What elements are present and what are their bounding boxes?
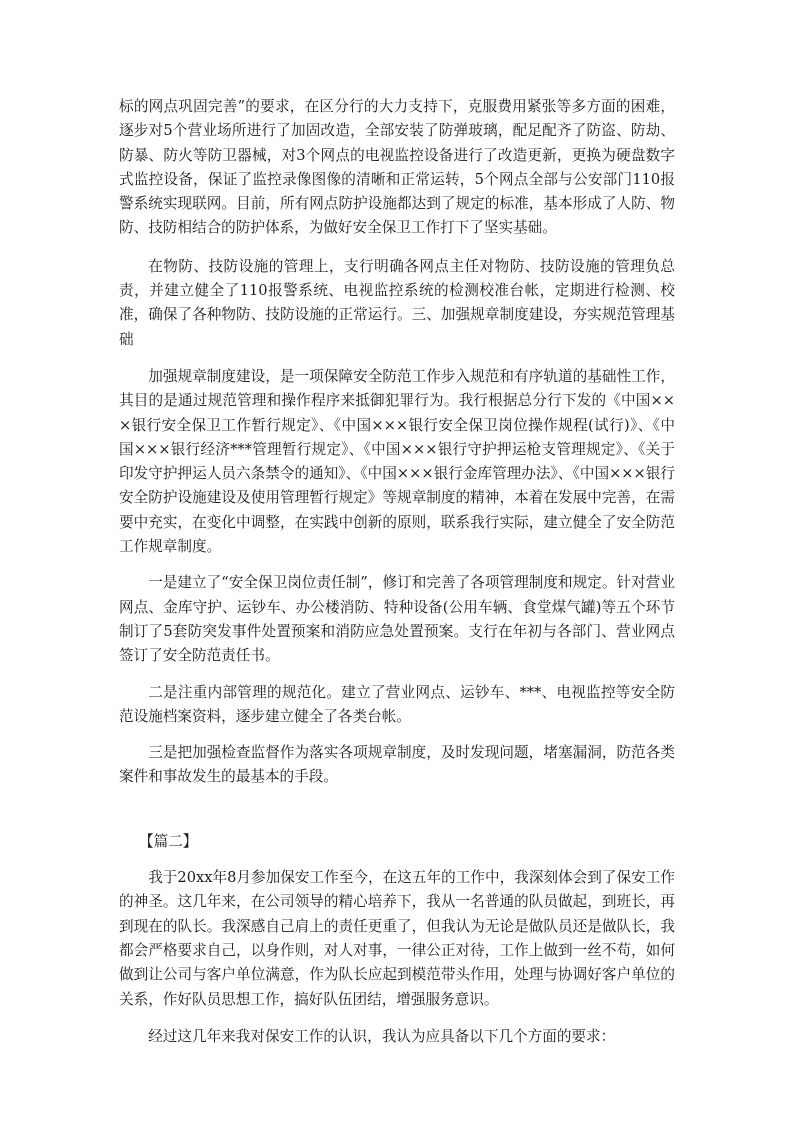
paragraph-point-one: 一是建立了“安全保卫岗位责任制”，修订和完善了各项管理制度和规定。针对营业网点、金库守护、运钞车、办公楼消防、特种设备(公用车辆、食堂煤气罐)等五个环节制订了5套防突发事件处置预案和消防应急处置预案。支行在年初与各部门、营业网点签订了安全防范责任书。: [119, 574, 675, 665]
paragraph-facility-management: 在物防、技防设施的管理上，支行明确各网点主任对物防、技防设施的管理负总责，并建立健全了110报警系统、电视监控系统的检测校准台帐，定期进行检测、校准，确保了各种物防、技防设施的正常运行。三、加强规章制度建设，夯实规范管理基础: [119, 257, 675, 348]
paragraph-requirements-intro: 经过这几年来我对保安工作的认识，我认为应具备以下几个方面的要求：: [148, 1027, 616, 1045]
paragraph-continued: 标的网点巩固完善”的要求，在区分行的大力支持下，克服费用紧张等多方面的困难，逐步对5个营业场所进行了加固改造，全部安装了防弹玻璃，配足配齐了防盗、防劫、防暴、防火等防卫器械，对3个网点的电视监控设备进行了改造更新，更换为硬盘数字式监控设备，保证了监控录像图像的清晰和正常运转，5个网点全部与公安部门110报警系统实现联网。目前，所有网点防护设施都达到了规定的标准，基本形成了人防、物防、技防相结合的防护体系，为做好安全保卫工作打下了坚实基础。: [119, 98, 675, 237]
document-page: [119, 95, 675, 1049]
paragraph-point-three: 三是把加强检查监督作为落实各项规章制度，及时发现问题，堵塞漏洞，防范各类案件和事故发生的最基本的手段。: [119, 744, 675, 786]
section-heading: 【篇二】: [139, 832, 198, 850]
paragraph-rules-construction: 加强规章制度建设，是一项保障安全防范工作步入规范和有序轨道的基础性工作，其目的是通过规范管理和操作程序来抵御犯罪行为。我行根据总分行下发的《中国×××银行安全保卫工作暂行规定》、《中国×××银行安全保卫岗位操作规程(试行)》、《中国×××银行经济***管理暂行规定》、《中国×××银行守护押运枪支管理规定》、《关于印发守护押运人员六条禁令的通知》、《中国×××银行金库管理办法》、《中国×××银行安全防护设施建设及使用管理暂行规定》等规章制度的精神，本着在发展中完善，在需要中充实，在变化中调整，在实践中创新的原则，联系我行实际，建立健全了安全防范工作规章制度。: [119, 367, 675, 556]
paragraph-security-work: 我于20xx年8月参加保安工作至今，在这五年的工作中，我深刻体会到了保安工作的神圣。这几年来，在公司领导的精心培养下，我从一名普通的队员做起，到班长，再到现在的队长。我深感自己肩上的责任更重了，但我认为无论是做队员还是做队长，我都会严格要求自己，以身作则，对人对事，一律公正对待，工作上做到一丝不苟，如何做到让公司与客户单位满意，作为队长应起到模范带头作用，处理与协调好客户单位的关系，作好队员思想工作，搞好队伍团结，增强服务意识。: [119, 869, 675, 1008]
paragraph-point-two: 二是注重内部管理的规范化。建立了营业网点、运钞车、***、电视监控等安全防范设施档案资料，逐步建立健全了各类台帐。: [119, 683, 675, 725]
